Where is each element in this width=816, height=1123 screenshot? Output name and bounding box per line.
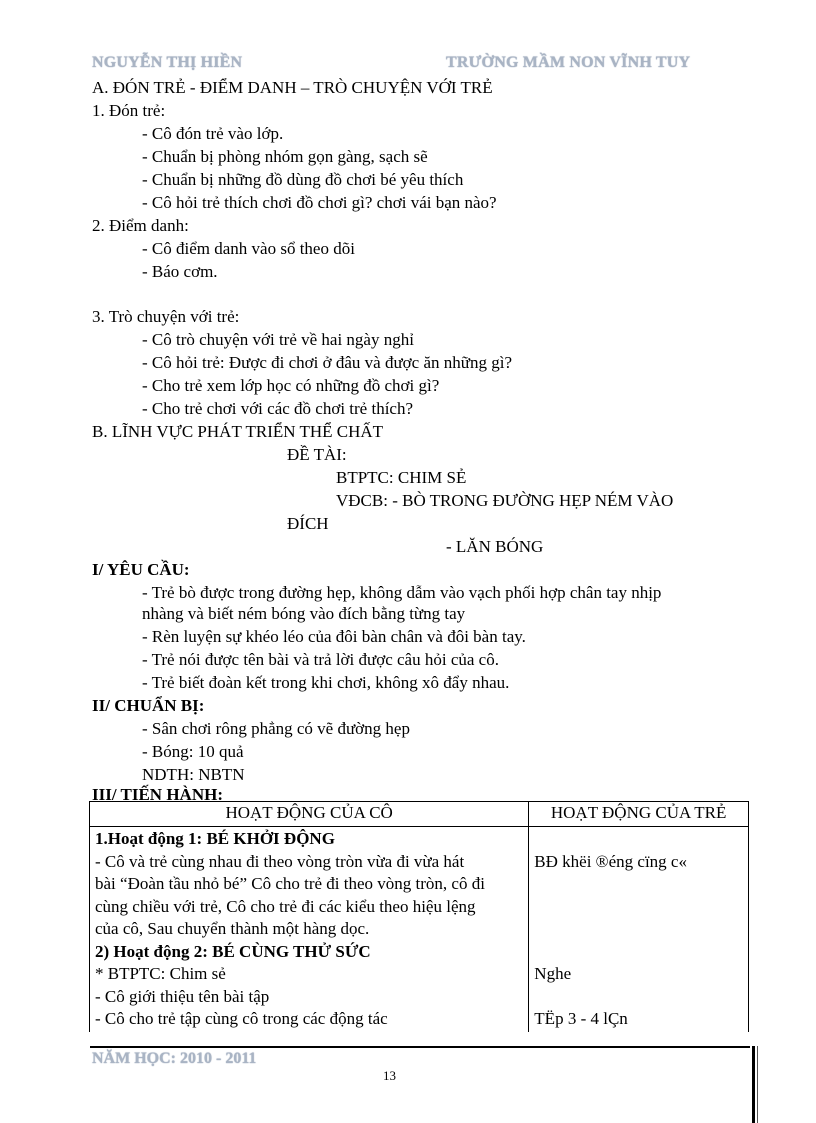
col-teacher-header: HOẠT ĐỘNG CỦA CÔ xyxy=(90,802,529,827)
section-a-title: A. ĐÓN TRẺ - ĐIỂM DANH – TRÒ CHUYỆN VỚI TRẺ xyxy=(92,78,493,97)
list-item: - Chuẩn bị những đồ dùng đồ chơi bé yêu thích xyxy=(142,170,464,189)
activity-2-title: 2) Hoạt động 2: BÉ CÙNG THỬ SỨC xyxy=(95,941,371,961)
col-child-header: HOẠT ĐỘNG CỦA TRẺ xyxy=(529,802,749,827)
activity-1-line: - Cô và trẻ cùng nhau đi theo vòng tròn vừa đi vừa hát xyxy=(95,851,465,871)
section-b-title: B. LĨNH VỰC PHÁT TRIỂN THỂ CHẤT xyxy=(92,422,384,441)
header-author: NGUYỄN THỊ HIỀN xyxy=(92,54,243,71)
page-number: 13 xyxy=(383,1068,396,1083)
list-item: - Trẻ bò được trong đường hẹp, không dẫm vào vạch phối hợp chân tay nhịp xyxy=(142,583,662,602)
section-1-title: 1. Đón trẻ: xyxy=(92,101,166,120)
child-cell xyxy=(529,827,749,1032)
list-item: - Cho trẻ chơi với các đồ chơi trẻ thích? xyxy=(142,399,414,418)
footer-rule-vertical-thin xyxy=(757,1046,758,1123)
list-item: - Bóng: 10 quả xyxy=(142,742,244,761)
list-item: - Rèn luyện sự khéo léo của đôi bàn chân và đôi bàn tay. xyxy=(142,627,526,646)
activity-1-title: 1.Hoạt động 1: BÉ KHỞI ĐỘNG xyxy=(95,829,335,848)
list-item: - Trẻ nói được tên bài và trả lời được câu hỏi của cô. xyxy=(142,650,499,669)
footer-year: NĂM HỌC: 2010 - 2011 xyxy=(92,1050,257,1067)
topic-lan-bong: - LĂN BÓNG xyxy=(446,537,544,556)
list-item: - Chuẩn bị phòng nhóm gọn gàng, sạch sẽ xyxy=(142,147,428,166)
topic-vdcb-cont: ĐÍCH xyxy=(287,514,329,533)
preparation-title: II/ CHUẨN BỊ: xyxy=(92,696,205,715)
activity-1-line: của cô, Sau chuyển thành một hàng dọc. xyxy=(95,919,370,938)
list-item: - Cô hỏi trẻ: Được đi chơi ở đâu và được ăn những gì? xyxy=(142,353,512,372)
list-item: NDTH: NBTN xyxy=(142,765,245,784)
list-item: - Cô điểm danh vào sổ theo dõi xyxy=(142,239,355,258)
topic-btptc: BTPTC: CHIM SẺ xyxy=(336,468,467,487)
list-item: - Trẻ biết đoàn kết trong khi chơi, không xô đẩy nhau. xyxy=(142,673,510,692)
teacher-cell xyxy=(90,827,529,1032)
activity-2-line: * BTPTC: Chim sẻ xyxy=(95,964,226,983)
topic-label: ĐỀ TÀI: xyxy=(287,445,347,464)
section-2-title: 2. Điểm danh: xyxy=(92,216,189,235)
header-school: TRƯỜNG MẦM NON VĨNH TUY xyxy=(446,54,691,71)
list-item: nhàng và biết ném bóng vào đích bằng từng tay xyxy=(142,604,466,623)
procedure-title: III/ TIẾN HÀNH: xyxy=(92,785,223,804)
footer-rule-vertical xyxy=(752,1046,755,1123)
activity-2-child-2: TËp 3 - 4 lÇn xyxy=(534,1009,628,1028)
activity-2-child-1: Nghe xyxy=(534,964,572,983)
list-item: - Cô hỏi trẻ thích chơi đồ chơi gì? chơi vái bạn nào? xyxy=(142,193,497,212)
list-item: - Cô trò chuyện với trẻ về hai ngày nghỉ xyxy=(142,330,414,349)
table-row xyxy=(90,827,749,1032)
activity-1-line: cùng chiều với trẻ, Cô cho trẻ đi các kiểu theo hiệu lệng xyxy=(95,896,476,916)
section-3-title: 3. Trò chuyện với trẻ: xyxy=(92,307,240,326)
footer-rule xyxy=(90,1046,750,1048)
topic-vdcb: VĐCB: - BÒ TRONG ĐƯỜNG HẸP NÉM VÀO xyxy=(336,491,674,510)
activity-1-child: BÐ khëi ®éng cïng c« xyxy=(534,851,687,871)
list-item: - Báo cơm. xyxy=(142,262,218,281)
requirements-title: I/ YÊU CẦU: xyxy=(92,560,190,579)
activity-1-line: bài “Đoàn tầu nhỏ bé” Cô cho trẻ đi theo vòng tròn, cô đi xyxy=(95,874,485,893)
activity-2-line: - Cô cho trẻ tập cùng cô trong các động tác xyxy=(95,1009,388,1028)
list-item: - Cho trẻ xem lớp học có những đồ chơi gì? xyxy=(142,376,440,395)
activity-2-line: - Cô giới thiệu tên bài tập xyxy=(95,986,270,1006)
table-header-row xyxy=(90,802,749,827)
list-item: - Cô đón trẻ vào lớp. xyxy=(142,124,284,143)
activity-table xyxy=(89,801,749,1032)
list-item: - Sân chơi rông phẳng có vẽ đường hẹp xyxy=(142,719,410,738)
